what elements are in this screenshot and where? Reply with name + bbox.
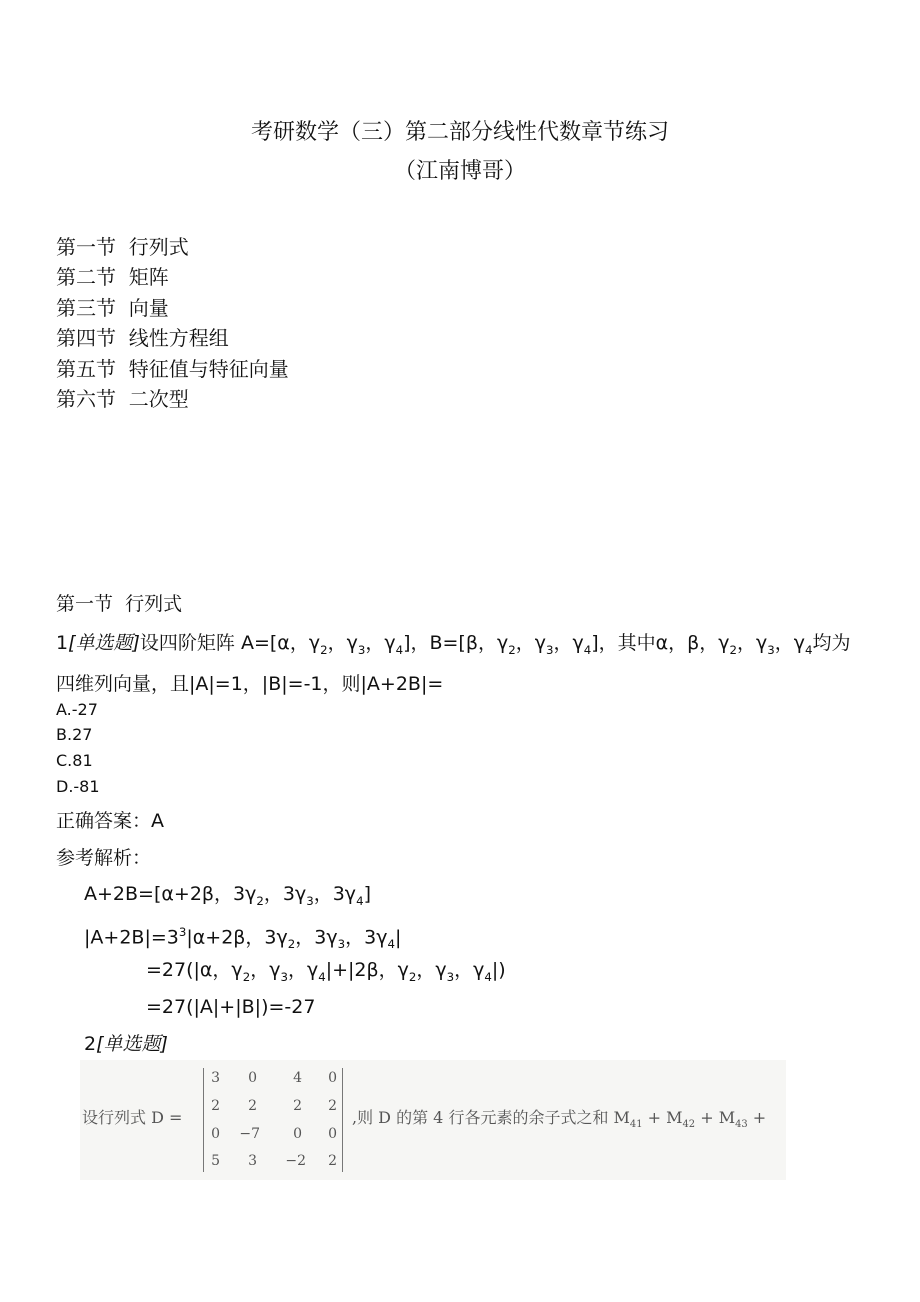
subscript: 2: [320, 642, 328, 657]
toc-item[interactable]: 第五节 特征值与特征向量: [56, 356, 289, 381]
subscript: 4: [395, 642, 404, 657]
eq-text: ]: [363, 883, 371, 905]
question-1-stem: [56, 626, 856, 701]
eq-text: =27(|α，γ: [146, 959, 243, 981]
eq-text: |: [394, 926, 402, 949]
matrix-cell: 0: [248, 1070, 257, 1086]
subscript: 2: [287, 937, 296, 952]
scan-text: +: [747, 1108, 767, 1127]
scan-suffix: [352, 1105, 766, 1130]
subscript: 4: [805, 642, 813, 657]
document-subtitle: （江南博哥）: [393, 159, 526, 184]
scan-text: ,则 D 的第 4 行各元素的余子式之和 M: [352, 1108, 630, 1127]
q-text: ，γ: [327, 632, 358, 654]
table-of-contents: [56, 232, 289, 414]
question-2-header: [84, 1030, 168, 1058]
analysis-step-4: =27(|A|+|B|)=-27: [146, 996, 316, 1018]
eq-text: A+2B=[α+2β，3γ: [84, 883, 257, 905]
scan-prefix: 设行列式 D =: [82, 1108, 183, 1127]
q-text: ，γ: [515, 632, 546, 654]
toc-item[interactable]: 第六节 二次型: [56, 387, 189, 412]
q-text: ]，其中α，β，γ: [591, 632, 730, 654]
q-text: 设四阶矩阵 A=[α，γ: [139, 632, 321, 654]
matrix-cell: −2: [285, 1153, 306, 1169]
matrix-cell: 5: [211, 1153, 220, 1169]
eq-text: ，γ: [250, 959, 281, 981]
question-type-label: [单选题]: [68, 632, 140, 654]
subscript: 2: [508, 642, 516, 657]
analysis-label: 参考解析：: [56, 847, 152, 869]
determinant-right-bar: [342, 1068, 343, 1172]
subscript: 3: [767, 642, 775, 657]
scan-text: + M: [695, 1108, 736, 1127]
matrix-cell: 2: [248, 1098, 257, 1114]
subscript: 2: [408, 969, 417, 984]
option-d[interactable]: D.-81: [56, 777, 100, 796]
toc-item[interactable]: 第二节 矩阵: [56, 265, 169, 290]
matrix-cell: 3: [211, 1070, 220, 1086]
matrix-cell: 0: [328, 1126, 337, 1142]
eq-text: ，3γ: [313, 883, 357, 905]
matrix-cell: 2: [211, 1098, 220, 1114]
subscript: 4: [356, 893, 364, 908]
question-2-scanned-image: [80, 1060, 786, 1180]
matrix-cell: 3: [248, 1153, 257, 1169]
question-number: 2: [84, 1033, 97, 1055]
matrix-cell: 4: [293, 1070, 302, 1086]
analysis-step-3: [146, 956, 506, 991]
matrix-cell: 0: [328, 1070, 337, 1086]
q-text: ，γ: [365, 632, 396, 654]
toc-item[interactable]: 第四节 线性方程组: [56, 326, 229, 351]
subscript: 4: [583, 642, 592, 657]
subscript: 3: [446, 969, 455, 984]
document-title: 考研数学（三）第二部分线性代数章节练习: [250, 120, 669, 145]
subscript: 3: [280, 969, 288, 984]
q-text: ]，B=[β，γ: [403, 632, 509, 654]
subscript: 43: [735, 1119, 748, 1131]
superscript: 3: [178, 925, 187, 939]
section-heading: 第一节 行列式: [56, 593, 183, 615]
subscript: 3: [306, 893, 314, 908]
eq-text: |): [491, 959, 506, 981]
analysis-step-1: [84, 880, 371, 915]
question-number: 1: [56, 632, 69, 654]
q-text: 均为四维列向量，且|A|=1，|B|=-1，则|A+2B|=: [56, 632, 851, 695]
option-c[interactable]: C.81: [56, 751, 93, 770]
correct-answer: 正确答案：A: [56, 810, 164, 832]
eq-text: |A+2B|=3: [84, 926, 179, 949]
subscript: 4: [318, 969, 326, 984]
eq-text: ，γ: [416, 959, 447, 981]
matrix-cell: 2: [328, 1153, 337, 1169]
matrix-cell: 0: [211, 1126, 220, 1142]
analysis-step-2: [84, 918, 401, 958]
subscript: 3: [545, 642, 554, 657]
subscript: 2: [242, 969, 251, 984]
subscript: 2: [729, 642, 738, 657]
toc-item[interactable]: 第三节 向量: [56, 295, 169, 320]
eq-text: ，3γ: [345, 926, 388, 949]
subscript: 3: [357, 642, 366, 657]
subscript: 41: [629, 1119, 643, 1131]
option-b[interactable]: B.27: [56, 725, 93, 744]
eq-text: ，3γ: [263, 883, 307, 905]
toc-item[interactable]: 第一节 行列式: [56, 235, 189, 259]
eq-text: |α+2β，3γ: [186, 926, 288, 949]
option-a[interactable]: A.-27: [56, 700, 98, 719]
matrix-cell: 2: [293, 1098, 302, 1114]
subscript: 3: [337, 937, 346, 952]
matrix-cell: 2: [328, 1098, 337, 1114]
scan-text: + M: [642, 1108, 683, 1127]
subscript: 42: [682, 1119, 696, 1131]
matrix-cell: −7: [239, 1126, 260, 1142]
subscript: 4: [484, 969, 492, 984]
q-text: ，γ: [774, 632, 806, 654]
subscript: 2: [256, 893, 264, 908]
q-text: ，γ: [553, 632, 584, 654]
eq-text: ，γ: [454, 959, 485, 981]
eq-text: |+|2β，γ: [325, 959, 409, 981]
eq-text: ，γ: [287, 959, 319, 981]
subscript: 4: [387, 937, 395, 952]
matrix-cell: 0: [293, 1126, 302, 1142]
question-type-label: [单选题]: [96, 1033, 168, 1055]
eq-text: ，3γ: [295, 926, 338, 949]
q-text: ，γ: [737, 632, 768, 654]
